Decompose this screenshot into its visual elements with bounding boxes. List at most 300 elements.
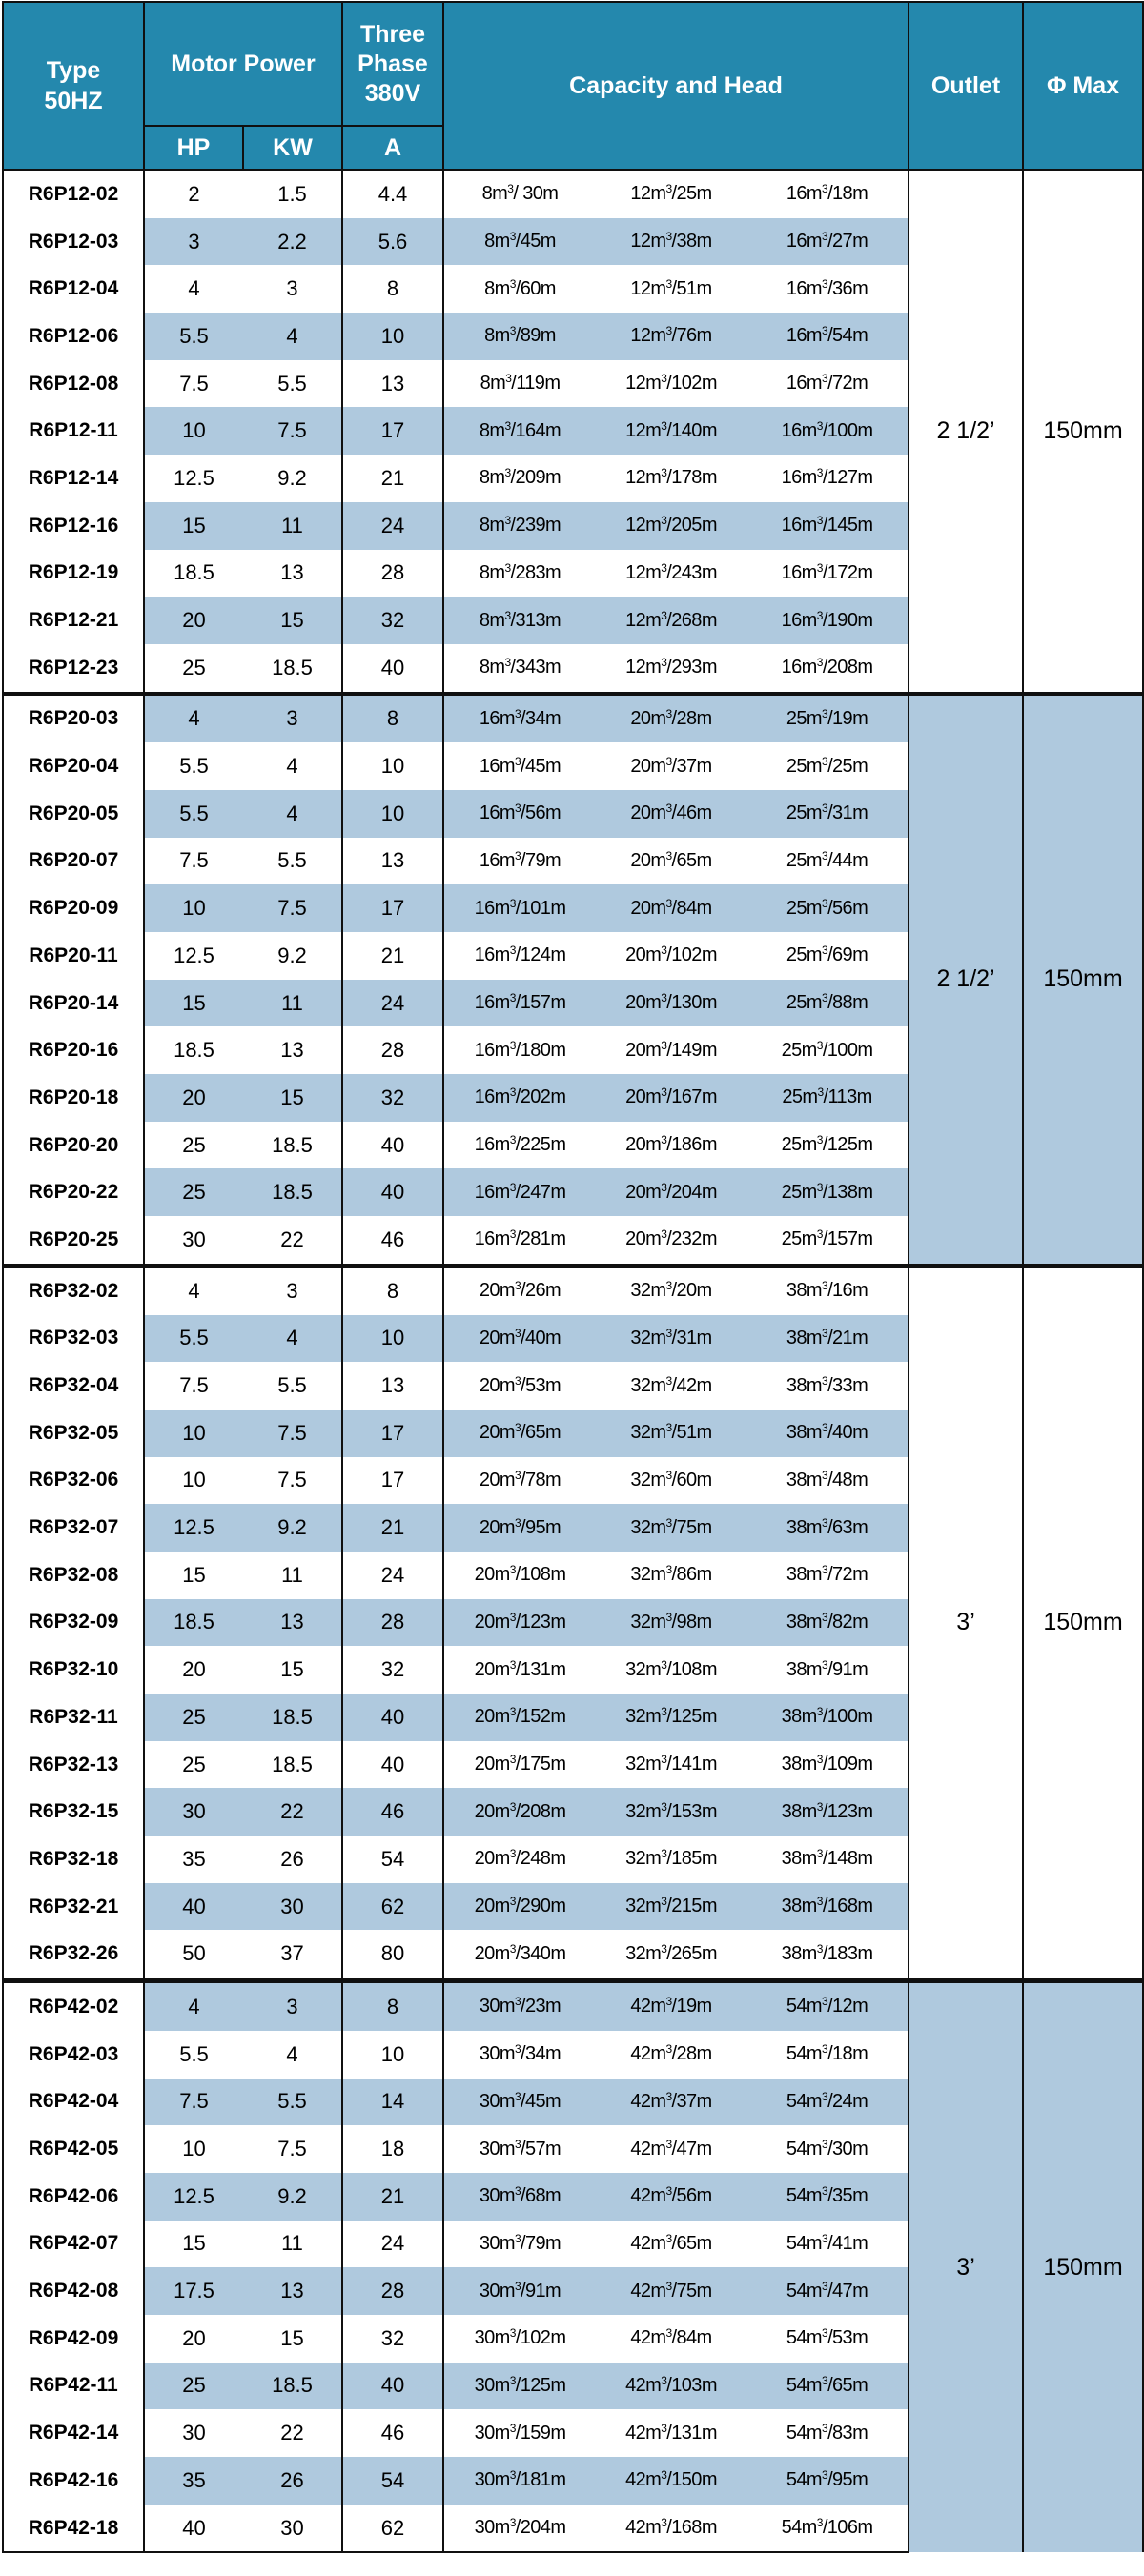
capacity-value: 54m bbox=[786, 2374, 822, 2396]
head-value: /172m bbox=[822, 561, 873, 583]
hp-cell: 15 bbox=[144, 502, 243, 550]
capacity-value: 20m bbox=[474, 1754, 510, 1775]
amp-cell: 40 bbox=[342, 1122, 443, 1169]
capacity-head-cell bbox=[746, 1883, 909, 1931]
capacity-value: 20m bbox=[479, 1469, 515, 1491]
model-cell: R6P42-18 bbox=[3, 2505, 144, 2553]
capacity-value: 32m bbox=[630, 1280, 666, 1302]
capacity-head-cell bbox=[443, 1836, 596, 1883]
hp-cell: 40 bbox=[144, 1883, 243, 1931]
amp-cell: 18 bbox=[342, 2125, 443, 2173]
cubic-exponent: 3 bbox=[504, 418, 511, 433]
capacity-head-cell bbox=[746, 2409, 909, 2457]
amp-cell: 10 bbox=[342, 2031, 443, 2079]
capacity-value: 42m bbox=[630, 2043, 666, 2065]
capacity-value: 32m bbox=[625, 1942, 662, 1964]
amp-cell: 8 bbox=[342, 1980, 443, 2031]
kw-cell: 1.5 bbox=[277, 181, 307, 206]
capacity-head-cell bbox=[596, 550, 746, 598]
table-row bbox=[3, 694, 1143, 743]
head-value: /102m bbox=[515, 2327, 566, 2349]
capacity-value: 38m bbox=[786, 1611, 822, 1633]
cubic-exponent: 3 bbox=[821, 2279, 828, 2293]
head-value: /83m bbox=[827, 2422, 868, 2444]
capacity-head-cell bbox=[596, 2125, 746, 2173]
kw-cell: 5.5 bbox=[277, 848, 307, 873]
capacity-head-cell bbox=[746, 1168, 909, 1216]
capacity-head-cell bbox=[443, 884, 596, 932]
capacity-value: 8m bbox=[480, 373, 506, 395]
head-value: /69m bbox=[827, 944, 868, 966]
cubic-exponent: 3 bbox=[509, 1705, 516, 1719]
head-value: /225m bbox=[515, 1134, 566, 1156]
capacity-value: 32m bbox=[625, 1754, 662, 1775]
cubic-exponent: 3 bbox=[509, 991, 516, 1005]
kw-cell: 7.5 bbox=[243, 1410, 342, 1457]
amp-cell: 21 bbox=[342, 1504, 443, 1552]
head-value: /45m bbox=[521, 2090, 562, 2112]
capacity-value: 12m bbox=[625, 657, 662, 679]
hp-cell: 20 bbox=[144, 597, 243, 644]
capacity-value: 16m bbox=[479, 755, 515, 777]
kw-cell: 9.2 bbox=[277, 943, 307, 967]
cubic-exponent: 3 bbox=[665, 1995, 672, 2009]
model-cell: R6P42-07 bbox=[3, 2221, 144, 2268]
capacity-value: 16m bbox=[786, 325, 822, 347]
capacity-value: 16m bbox=[479, 802, 515, 824]
kw-cell: 15 bbox=[280, 2325, 304, 2350]
kw-cell: 18.5 bbox=[272, 1132, 313, 1157]
head-value: /65m bbox=[827, 2374, 868, 2396]
hp-cell: 7.5 bbox=[144, 2079, 243, 2126]
capacity-value: 54m bbox=[786, 2090, 822, 2112]
head-value: /79m bbox=[521, 2232, 562, 2254]
capacity-value: 32m bbox=[630, 1469, 666, 1491]
model-cell: R6P42-14 bbox=[3, 2409, 144, 2457]
capacity-head-cell bbox=[443, 265, 596, 313]
capacity-head-cell bbox=[443, 742, 596, 790]
head-value: /152m bbox=[515, 1706, 566, 1728]
capacity-head-cell bbox=[443, 1552, 596, 1599]
head-value: /19m bbox=[671, 1996, 712, 2018]
model-cell: R6P12-14 bbox=[3, 455, 144, 502]
cubic-exponent: 3 bbox=[509, 1941, 516, 1956]
capacity-head-cell bbox=[596, 1836, 746, 1883]
capacity-value: 32m bbox=[625, 1896, 662, 1917]
head-value: /35m bbox=[827, 2185, 868, 2207]
capacity-head-cell bbox=[746, 1074, 909, 1122]
capacity-head-cell bbox=[746, 455, 909, 502]
amp-cell: 28 bbox=[342, 2267, 443, 2315]
capacity-head-cell bbox=[443, 1457, 596, 1505]
cubic-exponent: 3 bbox=[504, 608, 511, 622]
kw-cell: 15 bbox=[243, 597, 342, 644]
cubic-exponent: 3 bbox=[665, 1610, 672, 1624]
head-value: /157m bbox=[515, 992, 566, 1014]
cubic-exponent: 3 bbox=[661, 1038, 667, 1052]
cubic-exponent: 3 bbox=[665, 1279, 672, 1293]
capacity-head-cell bbox=[596, 1168, 746, 1216]
cubic-exponent: 3 bbox=[821, 324, 828, 338]
capacity-head-cell bbox=[443, 980, 596, 1027]
capacity-head-cell bbox=[746, 932, 909, 980]
amp-cell: 10 bbox=[342, 1315, 443, 1363]
model-cell: R6P32-10 bbox=[3, 1646, 144, 1694]
hp-cell: 20 bbox=[144, 1074, 243, 1122]
amp-cell: 40 bbox=[342, 644, 443, 694]
cubic-exponent: 3 bbox=[509, 2468, 516, 2483]
capacity-head-cell bbox=[596, 1504, 746, 1552]
head-value: /113m bbox=[823, 1086, 872, 1108]
model-cell: R6P42-02 bbox=[3, 1980, 144, 2031]
capacity-value: 16m bbox=[786, 183, 822, 205]
kw-cell: 7.5 bbox=[243, 407, 342, 455]
head-value: /42m bbox=[671, 1374, 712, 1396]
amp-cell: 13 bbox=[342, 360, 443, 408]
head-value: /125m bbox=[515, 2374, 566, 2396]
capacity-head-cell bbox=[596, 1599, 746, 1647]
cubic-exponent: 3 bbox=[816, 1799, 823, 1814]
cubic-exponent: 3 bbox=[504, 466, 511, 480]
capacity-head-cell bbox=[443, 2079, 596, 2126]
head-value: /185m bbox=[666, 1848, 717, 1870]
hp-cell: 3 bbox=[144, 218, 243, 266]
capacity-head-cell bbox=[596, 1362, 746, 1410]
kw-cell: 13 bbox=[243, 2267, 342, 2315]
capacity-value: 30m bbox=[479, 1996, 515, 2018]
head-value: /130m bbox=[666, 992, 717, 1014]
capacity-value: 8m bbox=[484, 277, 510, 299]
amp-cell: 4.4 bbox=[342, 170, 443, 218]
head-value: /95m bbox=[827, 2469, 868, 2491]
capacity-value: 54m bbox=[786, 2138, 822, 2160]
capacity-head-cell bbox=[746, 502, 909, 550]
head-value: /265m bbox=[666, 1942, 717, 1964]
capacity-value: 20m bbox=[625, 992, 662, 1014]
head-value: /209m bbox=[510, 467, 562, 489]
head-value: /27m bbox=[827, 231, 868, 253]
capacity-value: 32m bbox=[630, 1564, 666, 1586]
head-value: /168m bbox=[822, 1896, 873, 1917]
cubic-exponent: 3 bbox=[509, 1563, 516, 1577]
capacity-head-cell bbox=[746, 1930, 909, 1980]
capacity-value: 12m bbox=[625, 515, 662, 537]
hp-cell: 4 bbox=[144, 1980, 243, 2031]
capacity-value: 54m bbox=[786, 2280, 822, 2302]
hp-cell: 2 bbox=[188, 181, 200, 206]
head-value: /26m bbox=[521, 1280, 562, 1302]
head-value: /34m bbox=[521, 707, 562, 729]
amp-cell: 40 bbox=[342, 1694, 443, 1741]
table-header bbox=[3, 2, 1143, 170]
kw-cell: 18.5 bbox=[243, 1168, 342, 1216]
head-value: /34m bbox=[521, 2043, 562, 2065]
table-row bbox=[3, 1980, 1143, 2031]
capacity-value: 20m bbox=[474, 1611, 510, 1633]
capacity-head-cell bbox=[443, 1026, 596, 1074]
cubic-exponent: 3 bbox=[665, 1515, 672, 1530]
amp-cell: 24 bbox=[342, 1552, 443, 1599]
head-value: /232m bbox=[666, 1228, 717, 1250]
amp-cell: 8 bbox=[342, 1266, 443, 1315]
capacity-head-cell bbox=[443, 2125, 596, 2173]
cubic-exponent: 3 bbox=[665, 2137, 672, 2151]
capacity-value: 20m bbox=[625, 1228, 662, 1250]
capacity-head-cell bbox=[596, 265, 746, 313]
capacity-value: 42m bbox=[630, 2232, 666, 2254]
capacity-value: 30m bbox=[474, 2327, 510, 2349]
capacity-value: 30m bbox=[479, 2138, 515, 2160]
cubic-exponent: 3 bbox=[821, 896, 828, 910]
capacity-value: 16m bbox=[781, 515, 817, 537]
cubic-exponent: 3 bbox=[821, 2468, 828, 2483]
capacity-value: 42m bbox=[625, 2469, 662, 2491]
hp-cell: 40 bbox=[144, 2505, 243, 2553]
capacity-head-cell bbox=[596, 360, 746, 408]
cubic-exponent: 3 bbox=[514, 2279, 521, 2293]
model-cell: R6P32-15 bbox=[3, 1788, 144, 1836]
head-value: /25m bbox=[827, 755, 868, 777]
cubic-exponent: 3 bbox=[665, 1373, 672, 1388]
capacity-head-cell bbox=[746, 694, 909, 743]
hp-cell: 4 bbox=[188, 276, 200, 301]
spec-sheet bbox=[2, 1, 1142, 2574]
cubic-exponent: 3 bbox=[816, 514, 823, 528]
outlet-cell: 2 1/2’ bbox=[909, 170, 1023, 694]
model-cell: R6P32-03 bbox=[3, 1315, 144, 1363]
capacity-value: 38m bbox=[786, 1422, 822, 1444]
capacity-value: 20m bbox=[474, 1896, 510, 1917]
amp-cell: 10 bbox=[342, 790, 443, 838]
head-value: /65m bbox=[671, 2232, 712, 2254]
model-cell: R6P20-22 bbox=[3, 1168, 144, 1216]
head-value: /16m bbox=[827, 1280, 868, 1302]
cubic-exponent: 3 bbox=[821, 943, 828, 958]
header-motor-power: Motor Power bbox=[144, 2, 342, 126]
capacity-value: 12m bbox=[630, 183, 666, 205]
cubic-exponent: 3 bbox=[661, 418, 667, 433]
capacity-head-cell bbox=[746, 313, 909, 360]
head-value: /91m bbox=[521, 2280, 562, 2302]
capacity-head-cell bbox=[596, 313, 746, 360]
capacity-value: 16m bbox=[474, 1134, 510, 1156]
capacity-head-cell bbox=[443, 1122, 596, 1169]
cubic-exponent: 3 bbox=[509, 943, 516, 958]
head-value: /202m bbox=[515, 1086, 566, 1108]
head-value: /51m bbox=[671, 1422, 712, 1444]
kw-cell: 3 bbox=[243, 1266, 342, 1315]
kw-cell: 9.2 bbox=[243, 2173, 342, 2221]
capacity-head-cell bbox=[596, 1410, 746, 1457]
head-value: /53m bbox=[521, 1374, 562, 1396]
capacity-value: 32m bbox=[625, 1658, 662, 1680]
hp-cell: 35 bbox=[182, 1846, 206, 1871]
outlet-cell: 3’ bbox=[909, 1980, 1023, 2552]
capacity-head-cell bbox=[596, 170, 746, 218]
kw-cell: 22 bbox=[280, 1227, 304, 1251]
capacity-head-cell bbox=[746, 2221, 909, 2268]
capacity-head-cell bbox=[443, 1883, 596, 1931]
amp-cell: 28 bbox=[342, 550, 443, 598]
cubic-exponent: 3 bbox=[816, 1133, 823, 1147]
cubic-exponent: 3 bbox=[661, 656, 667, 670]
amp-cell: 32 bbox=[342, 1074, 443, 1122]
head-value: /23m bbox=[521, 1996, 562, 2018]
capacity-value: 20m bbox=[625, 1134, 662, 1156]
kw-cell: 9.2 bbox=[277, 465, 307, 490]
capacity-head-cell bbox=[443, 694, 596, 743]
capacity-value: 20m bbox=[474, 1800, 510, 1822]
capacity-head-cell bbox=[443, 1216, 596, 1266]
amp-cell: 54 bbox=[342, 1836, 443, 1883]
amp-cell: 10 bbox=[342, 742, 443, 790]
kw-cell: 37 bbox=[280, 1941, 304, 1966]
head-value: /91m bbox=[827, 1658, 868, 1680]
head-value: /293m bbox=[666, 657, 717, 679]
head-value: /95m bbox=[521, 1516, 562, 1538]
cubic-exponent: 3 bbox=[661, 514, 667, 528]
cubic-exponent: 3 bbox=[821, 801, 828, 816]
capacity-head-cell bbox=[443, 1315, 596, 1363]
cubic-exponent: 3 bbox=[514, 1995, 521, 2009]
amp-cell: 40 bbox=[342, 1741, 443, 1789]
head-value: /28m bbox=[671, 707, 712, 729]
amp-cell: 13 bbox=[342, 838, 443, 885]
capacity-head-cell bbox=[443, 218, 596, 266]
capacity-head-cell bbox=[596, 884, 746, 932]
kw-cell: 22 bbox=[280, 2421, 304, 2445]
capacity-value: 25m bbox=[786, 849, 822, 871]
kw-cell: 15 bbox=[243, 1074, 342, 1122]
kw-cell: 3 bbox=[243, 694, 342, 743]
cubic-exponent: 3 bbox=[665, 801, 672, 816]
cubic-exponent: 3 bbox=[665, 2184, 672, 2199]
capacity-head-cell bbox=[596, 742, 746, 790]
amp-cell: 54 bbox=[342, 2457, 443, 2505]
model-cell: R6P32-02 bbox=[3, 1266, 144, 1315]
capacity-value: 20m bbox=[474, 1564, 510, 1586]
head-value: /175m bbox=[515, 1754, 566, 1775]
head-value: /24m bbox=[827, 2090, 868, 2112]
cubic-exponent: 3 bbox=[665, 2089, 672, 2103]
hp-cell: 5.5 bbox=[179, 2041, 209, 2066]
capacity-head-cell bbox=[443, 790, 596, 838]
head-value: /45m bbox=[521, 755, 562, 777]
capacity-value: 42m bbox=[630, 2138, 666, 2160]
capacity-value: 38m bbox=[781, 1706, 817, 1728]
amp-cell: 32 bbox=[342, 1646, 443, 1694]
capacity-head-cell bbox=[443, 170, 596, 218]
hp-cell: 10 bbox=[144, 407, 243, 455]
capacity-value: 42m bbox=[630, 2185, 666, 2207]
kw-cell: 18.5 bbox=[243, 2363, 342, 2410]
capacity-head-cell bbox=[443, 1504, 596, 1552]
head-value: /204m bbox=[666, 1181, 717, 1203]
cubic-exponent: 3 bbox=[821, 1468, 828, 1482]
capacity-head-cell bbox=[746, 1457, 909, 1505]
capacity-value: 16m bbox=[474, 944, 510, 966]
kw-cell: 15 bbox=[280, 1657, 304, 1682]
model-cell: R6P42-11 bbox=[3, 2363, 144, 2410]
capacity-head-cell bbox=[443, 2173, 596, 2221]
head-value: /108m bbox=[515, 1564, 566, 1586]
head-value: /84m bbox=[671, 897, 712, 919]
capacity-value: 54m bbox=[786, 2422, 822, 2444]
model-cell: R6P32-13 bbox=[3, 1741, 144, 1789]
cubic-exponent: 3 bbox=[821, 1515, 828, 1530]
capacity-head-cell bbox=[596, 644, 746, 694]
hp-cell: 12.5 bbox=[144, 1504, 243, 1552]
capacity-head-cell bbox=[443, 1362, 596, 1410]
head-value: /119m bbox=[511, 373, 561, 395]
cubic-exponent: 3 bbox=[821, 2421, 828, 2435]
cubic-exponent: 3 bbox=[661, 1180, 667, 1194]
capacity-head-cell bbox=[746, 550, 909, 598]
header-hp: HP bbox=[144, 126, 243, 170]
capacity-value: 20m bbox=[625, 1039, 662, 1061]
capacity-value: 20m bbox=[630, 849, 666, 871]
kw-cell: 5.5 bbox=[243, 2079, 342, 2126]
head-value: /33m bbox=[827, 1374, 868, 1396]
head-value: /78m bbox=[521, 1469, 562, 1491]
hp-cell: 15 bbox=[144, 980, 243, 1027]
amp-cell: 46 bbox=[342, 1788, 443, 1836]
capacity-head-cell bbox=[596, 1216, 746, 1266]
hp-cell: 12.5 bbox=[144, 2173, 243, 2221]
model-cell: R6P12-21 bbox=[3, 597, 144, 644]
head-value: /150m bbox=[666, 2469, 717, 2491]
head-value: /72m bbox=[827, 373, 868, 395]
head-value: /290m bbox=[515, 1896, 566, 1917]
capacity-head-cell bbox=[746, 1504, 909, 1552]
hp-cell: 30 bbox=[182, 1227, 206, 1251]
table-row bbox=[3, 1266, 1143, 1315]
cubic-exponent: 3 bbox=[509, 1610, 516, 1624]
amp-cell: 24 bbox=[342, 502, 443, 550]
head-value: /124m bbox=[515, 944, 566, 966]
head-value: /167m bbox=[666, 1086, 717, 1108]
kw-cell: 5.5 bbox=[277, 371, 307, 396]
model-cell: R6P20-07 bbox=[3, 838, 144, 885]
cubic-exponent: 3 bbox=[821, 2373, 828, 2387]
model-cell: R6P42-09 bbox=[3, 2315, 144, 2363]
capacity-head-cell bbox=[443, 455, 596, 502]
head-value: /205m bbox=[666, 515, 717, 537]
capacity-value: 25m bbox=[786, 802, 822, 824]
hp-cell: 4 bbox=[144, 694, 243, 743]
cubic-exponent: 3 bbox=[661, 372, 667, 386]
header-a: A bbox=[342, 126, 443, 170]
head-value: /44m bbox=[827, 849, 868, 871]
head-value: /36m bbox=[827, 277, 868, 299]
head-value: /72m bbox=[827, 1564, 868, 1586]
capacity-value: 20m bbox=[630, 707, 666, 729]
capacity-head-cell bbox=[596, 2315, 746, 2363]
capacity-head-cell bbox=[746, 980, 909, 1027]
capacity-value: 32m bbox=[625, 1848, 662, 1870]
head-value: /247m bbox=[515, 1181, 566, 1203]
head-value: /41m bbox=[827, 2232, 868, 2254]
capacity-head-cell bbox=[443, 2315, 596, 2363]
head-value: /164m bbox=[510, 419, 562, 441]
head-value: /37m bbox=[671, 755, 712, 777]
head-value: /18m bbox=[827, 183, 868, 205]
cubic-exponent: 3 bbox=[665, 276, 672, 291]
amp-cell: 28 bbox=[342, 1026, 443, 1074]
amp-cell: 40 bbox=[342, 2363, 443, 2410]
capacity-head-cell bbox=[596, 2173, 746, 2221]
kw-cell: 11 bbox=[243, 980, 342, 1027]
